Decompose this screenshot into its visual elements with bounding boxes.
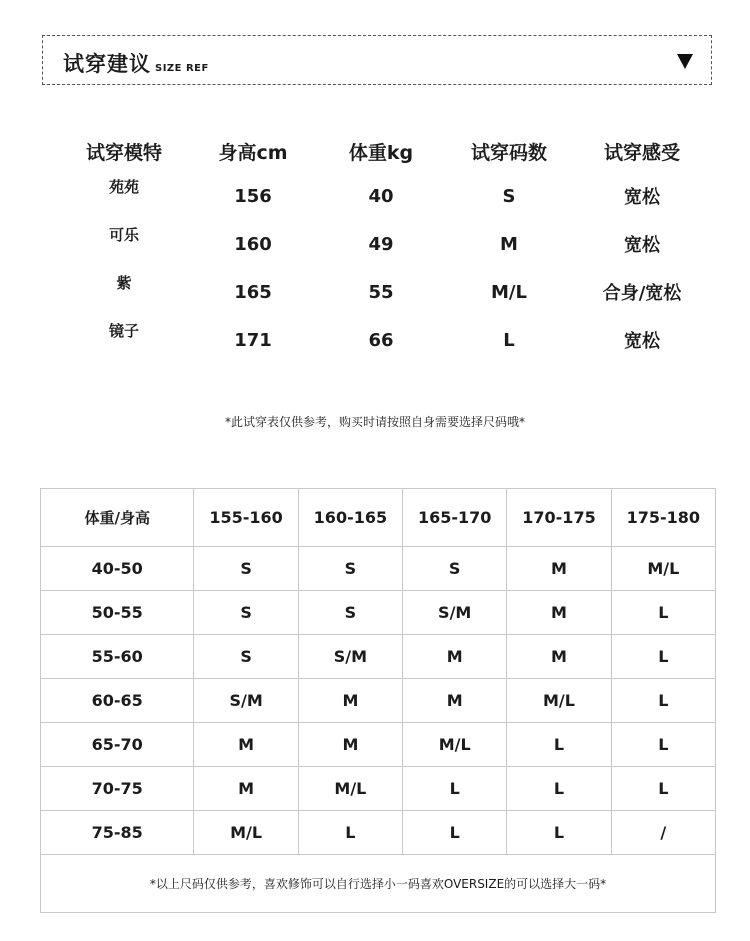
fit-table-row (60, 220, 710, 268)
fit-table-note: *此试穿表仅供参考，购买时请按照自身需要选择尺码哦* (224, 415, 525, 429)
fit-table-row (60, 316, 710, 364)
size-cell: S (194, 635, 298, 679)
size-header-corner: 体重/身高 (41, 489, 194, 547)
size-row-weight: 75-85 (41, 811, 194, 855)
fit-cell-model: 可乐 (108, 226, 139, 244)
fit-cell-weight: 66 (368, 329, 394, 351)
size-cell: M (507, 635, 611, 679)
fit-table-header-row (60, 130, 710, 172)
size-header-height: 170-175 (507, 489, 611, 547)
size-cell: M (194, 767, 298, 811)
size-cell: L (611, 591, 715, 635)
size-cell: L (403, 811, 507, 855)
size-cell: S (194, 547, 298, 591)
fit-cell-feeling: 宽松 (624, 235, 660, 256)
triangle-down-icon[interactable] (677, 54, 693, 69)
size-row (41, 591, 716, 635)
model-fit-table (60, 130, 710, 364)
fit-header-size: 试穿码数 (470, 141, 547, 164)
size-cell: M/L (194, 811, 298, 855)
size-cell: M (403, 679, 507, 723)
size-cell: L (507, 723, 611, 767)
size-cell: S (194, 591, 298, 635)
size-cell: S (298, 591, 402, 635)
fit-cell-weight: 49 (368, 233, 394, 255)
size-row (41, 635, 716, 679)
fit-cell-height: 156 (234, 185, 272, 207)
size-cell: M (403, 635, 507, 679)
size-header-height: 155-160 (194, 489, 298, 547)
fit-table-row (60, 172, 710, 220)
size-row (41, 723, 716, 767)
fit-table-row (60, 268, 710, 316)
size-cell: M (298, 679, 402, 723)
size-header-height: 165-170 (403, 489, 507, 547)
size-cell: S/M (298, 635, 402, 679)
fit-cell-size: M/L (491, 281, 527, 303)
size-row (41, 767, 716, 811)
size-cell: S (403, 547, 507, 591)
fit-header-height: 身高cm (218, 141, 288, 164)
size-row (41, 547, 716, 591)
fit-cell-model: 紫 (116, 274, 132, 292)
fit-cell-size: S (502, 185, 516, 207)
size-cell: S/M (194, 679, 298, 723)
fit-cell-feeling: 宽松 (624, 187, 660, 208)
size-cell: S (298, 547, 402, 591)
size-cell: L (507, 767, 611, 811)
section-title (63, 48, 209, 78)
size-cell: L (611, 723, 715, 767)
size-chart-table (40, 488, 716, 913)
fit-cell-height: 171 (234, 329, 272, 351)
size-cell: L (403, 767, 507, 811)
size-header-height: 160-165 (298, 489, 402, 547)
section-subtitle: SIZE REF (155, 63, 209, 74)
size-cell: L (611, 679, 715, 723)
fit-cell-model: 镜子 (108, 322, 139, 340)
fit-header-model: 试穿模特 (85, 141, 162, 164)
size-row-weight: 40-50 (41, 547, 194, 591)
fit-cell-height: 165 (234, 281, 272, 303)
fit-header-weight: 体重kg (348, 141, 414, 164)
size-ref-header[interactable] (42, 35, 712, 85)
fit-cell-weight: 55 (368, 281, 394, 303)
size-cell: M (507, 591, 611, 635)
fit-cell-model: 苑苑 (108, 178, 139, 196)
fit-cell-weight: 40 (368, 185, 394, 207)
size-cell: L (507, 811, 611, 855)
size-cell: M/L (403, 723, 507, 767)
size-cell: S/M (403, 591, 507, 635)
section-title-text: 试穿建议 (63, 52, 151, 76)
size-row-weight: 70-75 (41, 767, 194, 811)
size-cell: M (507, 547, 611, 591)
size-header-row (41, 489, 716, 547)
size-row-weight: 55-60 (41, 635, 194, 679)
size-row-weight: 60-65 (41, 679, 194, 723)
size-cell: M (194, 723, 298, 767)
fit-cell-feeling: 合身/宽松 (602, 283, 682, 304)
fit-cell-size: L (503, 329, 515, 351)
size-row (41, 679, 716, 723)
fit-cell-size: M (500, 233, 518, 255)
size-cell: / (611, 811, 715, 855)
fit-cell-height: 160 (234, 233, 272, 255)
size-cell: M (298, 723, 402, 767)
size-cell: M/L (507, 679, 611, 723)
size-row-weight: 65-70 (41, 723, 194, 767)
fit-header-feeling: 试穿感受 (603, 141, 680, 164)
size-note-row (41, 855, 716, 913)
size-table-note: *以上尺码仅供参考，喜欢修饰可以自行选择小一码喜欢OVERSIZE的可以选择大一码* (41, 855, 716, 913)
fit-cell-feeling: 宽松 (624, 331, 660, 352)
size-cell: L (298, 811, 402, 855)
size-cell: L (611, 635, 715, 679)
size-cell: L (611, 767, 715, 811)
size-cell: M/L (298, 767, 402, 811)
size-row-weight: 50-55 (41, 591, 194, 635)
size-header-height: 175-180 (611, 489, 715, 547)
size-cell: M/L (611, 547, 715, 591)
size-row (41, 811, 716, 855)
